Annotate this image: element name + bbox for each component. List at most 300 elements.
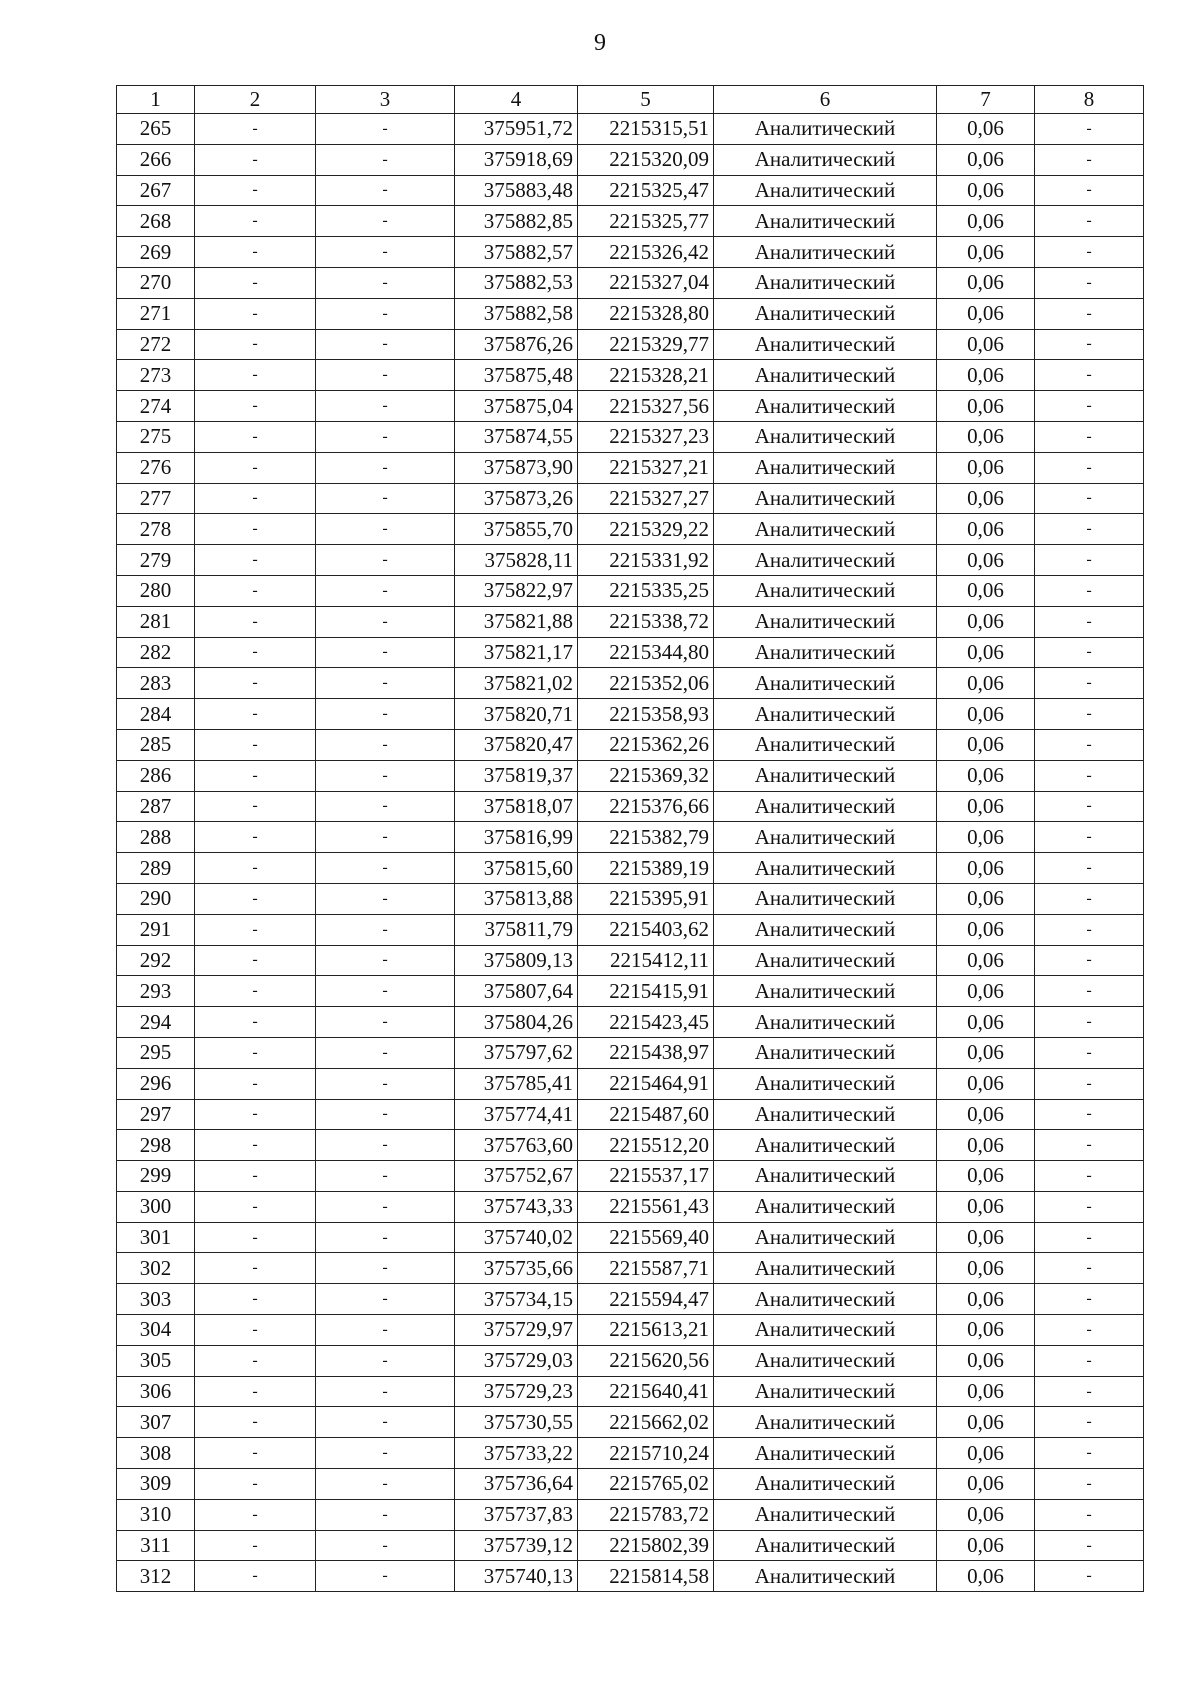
x-coordinate-cell: 375730,55: [455, 1407, 578, 1438]
x-coordinate-cell: 375882,57: [455, 237, 578, 268]
col3-value-cell: -: [316, 760, 455, 791]
header-cell: 8: [1035, 86, 1144, 114]
x-coordinate-cell: 375855,70: [455, 514, 578, 545]
method-cell: Аналитический: [714, 1345, 937, 1376]
col3-value-cell: -: [316, 1068, 455, 1099]
method-cell: Аналитический: [714, 1469, 937, 1500]
point-number-cell: 280: [117, 575, 195, 606]
x-coordinate-cell: 375918,69: [455, 144, 578, 175]
col8-value-cell: -: [1035, 391, 1144, 422]
col2-value-cell: -: [195, 729, 316, 760]
accuracy-cell: 0,06: [937, 606, 1035, 637]
y-coordinate-cell: 2215327,27: [578, 483, 714, 514]
accuracy-cell: 0,06: [937, 329, 1035, 360]
col8-value-cell: -: [1035, 1130, 1144, 1161]
point-number-cell: 297: [117, 1099, 195, 1130]
col3-value-cell: -: [316, 1191, 455, 1222]
method-cell: Аналитический: [714, 1161, 937, 1192]
point-number-cell: 274: [117, 391, 195, 422]
table-row: [117, 1191, 1144, 1222]
accuracy-cell: 0,06: [937, 668, 1035, 699]
col2-value-cell: -: [195, 1007, 316, 1038]
y-coordinate-cell: 2215335,25: [578, 575, 714, 606]
col3-value-cell: -: [316, 853, 455, 884]
col8-value-cell: -: [1035, 298, 1144, 329]
col8-value-cell: -: [1035, 822, 1144, 853]
accuracy-cell: 0,06: [937, 637, 1035, 668]
method-cell: Аналитический: [714, 1130, 937, 1161]
col2-value-cell: -: [195, 514, 316, 545]
method-cell: Аналитический: [714, 237, 937, 268]
col8-value-cell: -: [1035, 668, 1144, 699]
method-cell: Аналитический: [714, 1007, 937, 1038]
col8-value-cell: -: [1035, 637, 1144, 668]
point-number-cell: 306: [117, 1376, 195, 1407]
table-row: [117, 1407, 1144, 1438]
x-coordinate-cell: 375821,17: [455, 637, 578, 668]
x-coordinate-cell: 375729,97: [455, 1315, 578, 1346]
col3-value-cell: -: [316, 1407, 455, 1438]
method-cell: Аналитический: [714, 668, 937, 699]
col3-value-cell: -: [316, 206, 455, 237]
col3-value-cell: -: [316, 791, 455, 822]
col2-value-cell: -: [195, 545, 316, 576]
col2-value-cell: -: [195, 1161, 316, 1192]
table-row: [117, 144, 1144, 175]
col3-value-cell: -: [316, 914, 455, 945]
x-coordinate-cell: 375737,83: [455, 1499, 578, 1530]
method-cell: Аналитический: [714, 606, 937, 637]
col8-value-cell: -: [1035, 729, 1144, 760]
table-row: [117, 699, 1144, 730]
table-row: [117, 1530, 1144, 1561]
y-coordinate-cell: 2215327,04: [578, 267, 714, 298]
method-cell: Аналитический: [714, 1099, 937, 1130]
col3-value-cell: -: [316, 144, 455, 175]
col8-value-cell: -: [1035, 1253, 1144, 1284]
y-coordinate-cell: 2215315,51: [578, 114, 714, 145]
method-cell: Аналитический: [714, 267, 937, 298]
point-number-cell: 304: [117, 1315, 195, 1346]
col3-value-cell: -: [316, 1499, 455, 1530]
col3-value-cell: -: [316, 637, 455, 668]
method-cell: Аналитический: [714, 1438, 937, 1469]
header-cell: 5: [578, 86, 714, 114]
col3-value-cell: -: [316, 883, 455, 914]
col2-value-cell: -: [195, 976, 316, 1007]
table-row: [117, 391, 1144, 422]
col2-value-cell: -: [195, 360, 316, 391]
x-coordinate-cell: 375811,79: [455, 914, 578, 945]
col8-value-cell: -: [1035, 1469, 1144, 1500]
col2-value-cell: -: [195, 1191, 316, 1222]
point-number-cell: 312: [117, 1561, 195, 1592]
accuracy-cell: 0,06: [937, 298, 1035, 329]
table-row: [117, 668, 1144, 699]
x-coordinate-cell: 375875,48: [455, 360, 578, 391]
table-row: [117, 822, 1144, 853]
header-cell: 3: [316, 86, 455, 114]
x-coordinate-cell: 375774,41: [455, 1099, 578, 1130]
col8-value-cell: -: [1035, 1037, 1144, 1068]
method-cell: Аналитический: [714, 175, 937, 206]
accuracy-cell: 0,06: [937, 1315, 1035, 1346]
y-coordinate-cell: 2215423,45: [578, 1007, 714, 1038]
accuracy-cell: 0,06: [937, 514, 1035, 545]
col8-value-cell: -: [1035, 1007, 1144, 1038]
col3-value-cell: -: [316, 175, 455, 206]
col8-value-cell: -: [1035, 883, 1144, 914]
col3-value-cell: -: [316, 237, 455, 268]
accuracy-cell: 0,06: [937, 699, 1035, 730]
method-cell: Аналитический: [714, 1499, 937, 1530]
col2-value-cell: -: [195, 421, 316, 452]
x-coordinate-cell: 375882,58: [455, 298, 578, 329]
point-number-cell: 285: [117, 729, 195, 760]
col3-value-cell: -: [316, 1438, 455, 1469]
table-row: [117, 1284, 1144, 1315]
y-coordinate-cell: 2215415,91: [578, 976, 714, 1007]
col2-value-cell: -: [195, 1284, 316, 1315]
method-cell: Аналитический: [714, 1407, 937, 1438]
accuracy-cell: 0,06: [937, 729, 1035, 760]
col8-value-cell: -: [1035, 267, 1144, 298]
col3-value-cell: -: [316, 267, 455, 298]
x-coordinate-cell: 375733,22: [455, 1438, 578, 1469]
point-number-cell: 288: [117, 822, 195, 853]
point-number-cell: 308: [117, 1438, 195, 1469]
point-number-cell: 309: [117, 1469, 195, 1500]
x-coordinate-cell: 375797,62: [455, 1037, 578, 1068]
y-coordinate-cell: 2215487,60: [578, 1099, 714, 1130]
point-number-cell: 268: [117, 206, 195, 237]
method-cell: Аналитический: [714, 483, 937, 514]
col2-value-cell: -: [195, 1561, 316, 1592]
x-coordinate-cell: 375740,02: [455, 1222, 578, 1253]
col3-value-cell: -: [316, 452, 455, 483]
table-row: [117, 1130, 1144, 1161]
method-cell: Аналитический: [714, 1191, 937, 1222]
accuracy-cell: 0,06: [937, 853, 1035, 884]
col8-value-cell: -: [1035, 545, 1144, 576]
col2-value-cell: -: [195, 1222, 316, 1253]
x-coordinate-cell: 375820,71: [455, 699, 578, 730]
accuracy-cell: 0,06: [937, 483, 1035, 514]
point-number-cell: 296: [117, 1068, 195, 1099]
col3-value-cell: -: [316, 1222, 455, 1253]
point-number-cell: 303: [117, 1284, 195, 1315]
accuracy-cell: 0,06: [937, 791, 1035, 822]
col3-value-cell: -: [316, 1007, 455, 1038]
table-row: [117, 1253, 1144, 1284]
y-coordinate-cell: 2215613,21: [578, 1315, 714, 1346]
col8-value-cell: -: [1035, 1068, 1144, 1099]
point-number-cell: 279: [117, 545, 195, 576]
method-cell: Аналитический: [714, 976, 937, 1007]
method-cell: Аналитический: [714, 360, 937, 391]
col8-value-cell: -: [1035, 976, 1144, 1007]
y-coordinate-cell: 2215783,72: [578, 1499, 714, 1530]
col8-value-cell: -: [1035, 1191, 1144, 1222]
table-row: [117, 1315, 1144, 1346]
x-coordinate-cell: 375822,97: [455, 575, 578, 606]
x-coordinate-cell: 375882,53: [455, 267, 578, 298]
table-row: [117, 1438, 1144, 1469]
x-coordinate-cell: 375873,26: [455, 483, 578, 514]
col3-value-cell: -: [316, 1561, 455, 1592]
x-coordinate-cell: 375815,60: [455, 853, 578, 884]
table-row: [117, 637, 1144, 668]
table-row: [117, 575, 1144, 606]
method-cell: Аналитический: [714, 514, 937, 545]
method-cell: Аналитический: [714, 1068, 937, 1099]
y-coordinate-cell: 2215328,21: [578, 360, 714, 391]
col2-value-cell: -: [195, 1037, 316, 1068]
y-coordinate-cell: 2215327,56: [578, 391, 714, 422]
accuracy-cell: 0,06: [937, 175, 1035, 206]
col3-value-cell: -: [316, 1161, 455, 1192]
table-row: [117, 452, 1144, 483]
x-coordinate-cell: 375828,11: [455, 545, 578, 576]
x-coordinate-cell: 375818,07: [455, 791, 578, 822]
table-row: [117, 421, 1144, 452]
y-coordinate-cell: 2215640,41: [578, 1376, 714, 1407]
y-coordinate-cell: 2215403,62: [578, 914, 714, 945]
col8-value-cell: -: [1035, 1099, 1144, 1130]
table-row: [117, 914, 1144, 945]
y-coordinate-cell: 2215352,06: [578, 668, 714, 699]
header-cell: 7: [937, 86, 1035, 114]
accuracy-cell: 0,06: [937, 1469, 1035, 1500]
y-coordinate-cell: 2215338,72: [578, 606, 714, 637]
x-coordinate-cell: 375883,48: [455, 175, 578, 206]
col8-value-cell: -: [1035, 1222, 1144, 1253]
method-cell: Аналитический: [714, 945, 937, 976]
table-row: [117, 1469, 1144, 1500]
table-row: [117, 175, 1144, 206]
col8-value-cell: -: [1035, 945, 1144, 976]
method-cell: Аналитический: [714, 1315, 937, 1346]
x-coordinate-cell: 375740,13: [455, 1561, 578, 1592]
method-cell: Аналитический: [714, 1037, 937, 1068]
method-cell: Аналитический: [714, 822, 937, 853]
accuracy-cell: 0,06: [937, 1222, 1035, 1253]
accuracy-cell: 0,06: [937, 575, 1035, 606]
x-coordinate-cell: 375809,13: [455, 945, 578, 976]
col2-value-cell: -: [195, 1345, 316, 1376]
point-number-cell: 300: [117, 1191, 195, 1222]
point-number-cell: 310: [117, 1499, 195, 1530]
x-coordinate-cell: 375820,47: [455, 729, 578, 760]
col3-value-cell: -: [316, 1376, 455, 1407]
x-coordinate-cell: 375729,23: [455, 1376, 578, 1407]
col8-value-cell: -: [1035, 914, 1144, 945]
y-coordinate-cell: 2215395,91: [578, 883, 714, 914]
accuracy-cell: 0,06: [937, 1376, 1035, 1407]
y-coordinate-cell: 2215765,02: [578, 1469, 714, 1500]
y-coordinate-cell: 2215325,47: [578, 175, 714, 206]
y-coordinate-cell: 2215389,19: [578, 853, 714, 884]
col2-value-cell: -: [195, 637, 316, 668]
col3-value-cell: -: [316, 298, 455, 329]
col2-value-cell: -: [195, 575, 316, 606]
y-coordinate-cell: 2215438,97: [578, 1037, 714, 1068]
y-coordinate-cell: 2215328,80: [578, 298, 714, 329]
y-coordinate-cell: 2215802,39: [578, 1530, 714, 1561]
accuracy-cell: 0,06: [937, 760, 1035, 791]
point-number-cell: 311: [117, 1530, 195, 1561]
table-row: [117, 883, 1144, 914]
point-number-cell: 281: [117, 606, 195, 637]
point-number-cell: 287: [117, 791, 195, 822]
point-number-cell: 292: [117, 945, 195, 976]
col3-value-cell: -: [316, 391, 455, 422]
col3-value-cell: -: [316, 575, 455, 606]
col3-value-cell: -: [316, 483, 455, 514]
table-row: [117, 206, 1144, 237]
table-row: [117, 298, 1144, 329]
y-coordinate-cell: 2215320,09: [578, 144, 714, 175]
table-row: [117, 853, 1144, 884]
table-row: [117, 483, 1144, 514]
y-coordinate-cell: 2215376,66: [578, 791, 714, 822]
x-coordinate-cell: 375734,15: [455, 1284, 578, 1315]
x-coordinate-cell: 375739,12: [455, 1530, 578, 1561]
col2-value-cell: -: [195, 791, 316, 822]
point-number-cell: 293: [117, 976, 195, 1007]
x-coordinate-cell: 375874,55: [455, 421, 578, 452]
point-number-cell: 289: [117, 853, 195, 884]
header-cell: 4: [455, 86, 578, 114]
y-coordinate-cell: 2215382,79: [578, 822, 714, 853]
point-number-cell: 284: [117, 699, 195, 730]
col8-value-cell: -: [1035, 483, 1144, 514]
accuracy-cell: 0,06: [937, 114, 1035, 145]
y-coordinate-cell: 2215325,77: [578, 206, 714, 237]
point-number-cell: 307: [117, 1407, 195, 1438]
x-coordinate-cell: 375816,99: [455, 822, 578, 853]
point-number-cell: 269: [117, 237, 195, 268]
col2-value-cell: -: [195, 822, 316, 853]
col3-value-cell: -: [316, 606, 455, 637]
col8-value-cell: -: [1035, 206, 1144, 237]
col2-value-cell: -: [195, 206, 316, 237]
method-cell: Аналитический: [714, 1376, 937, 1407]
col3-value-cell: -: [316, 1345, 455, 1376]
method-cell: Аналитический: [714, 575, 937, 606]
table-row: [117, 729, 1144, 760]
x-coordinate-cell: 375951,72: [455, 114, 578, 145]
method-cell: Аналитический: [714, 637, 937, 668]
col2-value-cell: -: [195, 267, 316, 298]
col8-value-cell: -: [1035, 237, 1144, 268]
col3-value-cell: -: [316, 668, 455, 699]
col8-value-cell: -: [1035, 1407, 1144, 1438]
table-row: [117, 1007, 1144, 1038]
col3-value-cell: -: [316, 976, 455, 1007]
method-cell: Аналитический: [714, 114, 937, 145]
y-coordinate-cell: 2215327,23: [578, 421, 714, 452]
y-coordinate-cell: 2215512,20: [578, 1130, 714, 1161]
table-row: [117, 1376, 1144, 1407]
col2-value-cell: -: [195, 699, 316, 730]
y-coordinate-cell: 2215329,22: [578, 514, 714, 545]
table-row: [117, 1345, 1144, 1376]
table-row: [117, 267, 1144, 298]
y-coordinate-cell: 2215369,32: [578, 760, 714, 791]
point-number-cell: 290: [117, 883, 195, 914]
col8-value-cell: -: [1035, 1376, 1144, 1407]
accuracy-cell: 0,06: [937, 1191, 1035, 1222]
point-number-cell: 295: [117, 1037, 195, 1068]
accuracy-cell: 0,06: [937, 945, 1035, 976]
x-coordinate-cell: 375873,90: [455, 452, 578, 483]
accuracy-cell: 0,06: [937, 1530, 1035, 1561]
table-row: [117, 545, 1144, 576]
point-number-cell: 265: [117, 114, 195, 145]
header-cell: 2: [195, 86, 316, 114]
x-coordinate-cell: 375735,66: [455, 1253, 578, 1284]
y-coordinate-cell: 2215569,40: [578, 1222, 714, 1253]
point-number-cell: 275: [117, 421, 195, 452]
y-coordinate-cell: 2215464,91: [578, 1068, 714, 1099]
x-coordinate-cell: 375743,33: [455, 1191, 578, 1222]
accuracy-cell: 0,06: [937, 267, 1035, 298]
col2-value-cell: -: [195, 1407, 316, 1438]
col2-value-cell: -: [195, 1530, 316, 1561]
y-coordinate-cell: 2215329,77: [578, 329, 714, 360]
table-row: [117, 1499, 1144, 1530]
accuracy-cell: 0,06: [937, 822, 1035, 853]
col2-value-cell: -: [195, 883, 316, 914]
col3-value-cell: -: [316, 945, 455, 976]
accuracy-cell: 0,06: [937, 1438, 1035, 1469]
table-row: [117, 945, 1144, 976]
x-coordinate-cell: 375882,85: [455, 206, 578, 237]
y-coordinate-cell: 2215331,92: [578, 545, 714, 576]
page-number: 9: [594, 30, 606, 56]
accuracy-cell: 0,06: [937, 1068, 1035, 1099]
col8-value-cell: -: [1035, 1499, 1144, 1530]
col8-value-cell: -: [1035, 144, 1144, 175]
x-coordinate-cell: 375807,64: [455, 976, 578, 1007]
col2-value-cell: -: [195, 1068, 316, 1099]
col2-value-cell: -: [195, 1469, 316, 1500]
point-number-cell: 277: [117, 483, 195, 514]
x-coordinate-cell: 375813,88: [455, 883, 578, 914]
point-number-cell: 286: [117, 760, 195, 791]
col2-value-cell: -: [195, 175, 316, 206]
y-coordinate-cell: 2215344,80: [578, 637, 714, 668]
col8-value-cell: -: [1035, 853, 1144, 884]
accuracy-cell: 0,06: [937, 206, 1035, 237]
table-row: [117, 329, 1144, 360]
col8-value-cell: -: [1035, 1315, 1144, 1346]
col2-value-cell: -: [195, 391, 316, 422]
point-number-cell: 301: [117, 1222, 195, 1253]
accuracy-cell: 0,06: [937, 1007, 1035, 1038]
col2-value-cell: -: [195, 1130, 316, 1161]
accuracy-cell: 0,06: [937, 883, 1035, 914]
x-coordinate-cell: 375752,67: [455, 1161, 578, 1192]
y-coordinate-cell: 2215358,93: [578, 699, 714, 730]
accuracy-cell: 0,06: [937, 360, 1035, 391]
method-cell: Аналитический: [714, 1530, 937, 1561]
x-coordinate-cell: 375821,02: [455, 668, 578, 699]
y-coordinate-cell: 2215620,56: [578, 1345, 714, 1376]
accuracy-cell: 0,06: [937, 1099, 1035, 1130]
col2-value-cell: -: [195, 237, 316, 268]
